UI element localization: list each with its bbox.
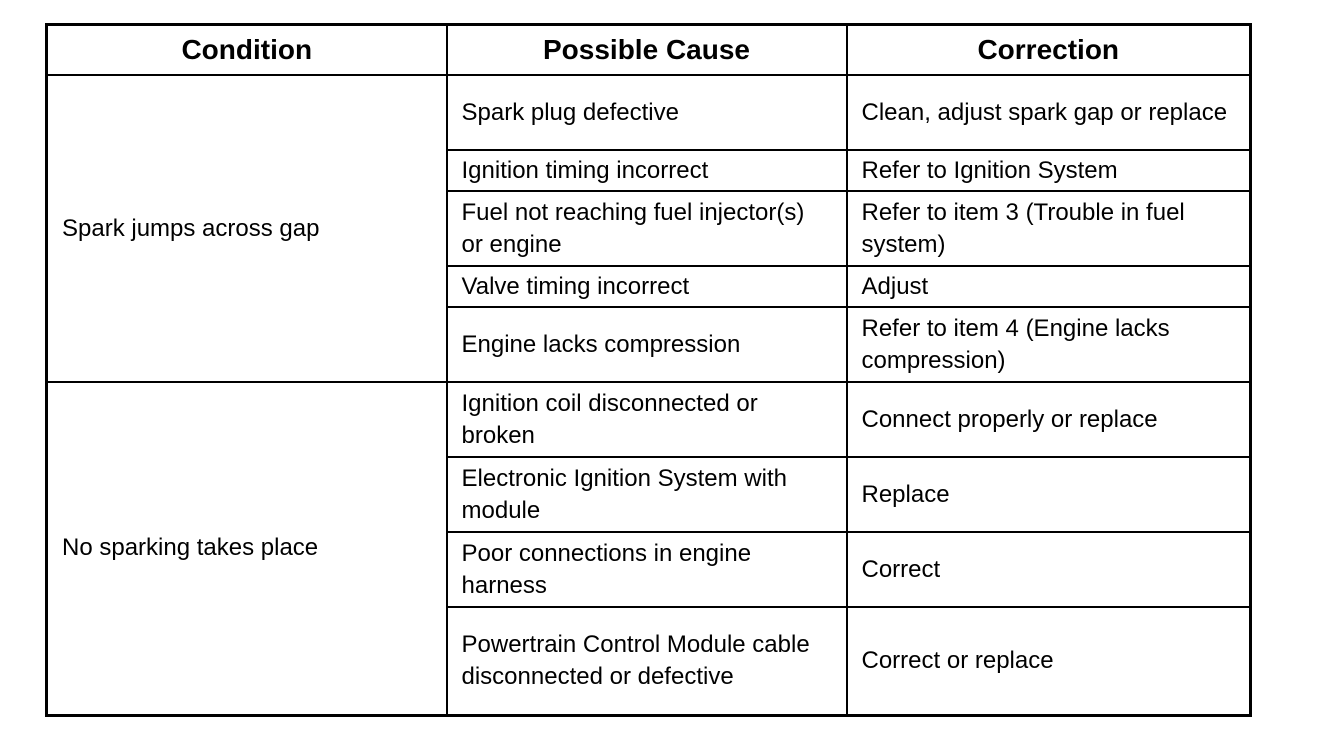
cause-cell: Electronic Ignition System with module bbox=[447, 457, 847, 532]
correction-cell: Replace bbox=[847, 457, 1251, 532]
table-body bbox=[47, 75, 1251, 715]
header-row bbox=[47, 25, 1251, 76]
correction-cell: Correct bbox=[847, 532, 1251, 607]
cause-cell: Ignition coil disconnected or broken bbox=[447, 382, 847, 457]
cause-cell: Engine lacks compression bbox=[447, 307, 847, 382]
cause-cell: Spark plug defective bbox=[447, 75, 847, 150]
correction-cell: Connect properly or replace bbox=[847, 382, 1251, 457]
condition-cell: Spark jumps across gap bbox=[47, 75, 447, 382]
condition-cell: No sparking takes place bbox=[47, 382, 447, 715]
header-possible-cause: Possible Cause bbox=[447, 25, 847, 76]
header-condition: Condition bbox=[47, 25, 447, 76]
cause-cell: Poor connections in engine harness bbox=[447, 532, 847, 607]
table-row bbox=[47, 75, 1251, 150]
cause-cell: Fuel not reaching fuel injector(s) or engine bbox=[447, 191, 847, 266]
header-correction: Correction bbox=[847, 25, 1251, 76]
troubleshooting-table bbox=[45, 23, 1252, 717]
correction-cell: Correct or replace bbox=[847, 607, 1251, 715]
correction-cell: Clean, adjust spark gap or replace bbox=[847, 75, 1251, 150]
table-header bbox=[47, 25, 1251, 76]
cause-cell: Ignition timing incorrect bbox=[447, 150, 847, 191]
cause-cell: Valve timing incorrect bbox=[447, 266, 847, 307]
correction-cell: Adjust bbox=[847, 266, 1251, 307]
correction-cell: Refer to item 4 (Engine lacks compression) bbox=[847, 307, 1251, 382]
table-row bbox=[47, 382, 1251, 457]
cause-cell: Powertrain Control Module cable disconnected or defective bbox=[447, 607, 847, 715]
correction-cell: Refer to Ignition System bbox=[847, 150, 1251, 191]
correction-cell: Refer to item 3 (Trouble in fuel system) bbox=[847, 191, 1251, 266]
